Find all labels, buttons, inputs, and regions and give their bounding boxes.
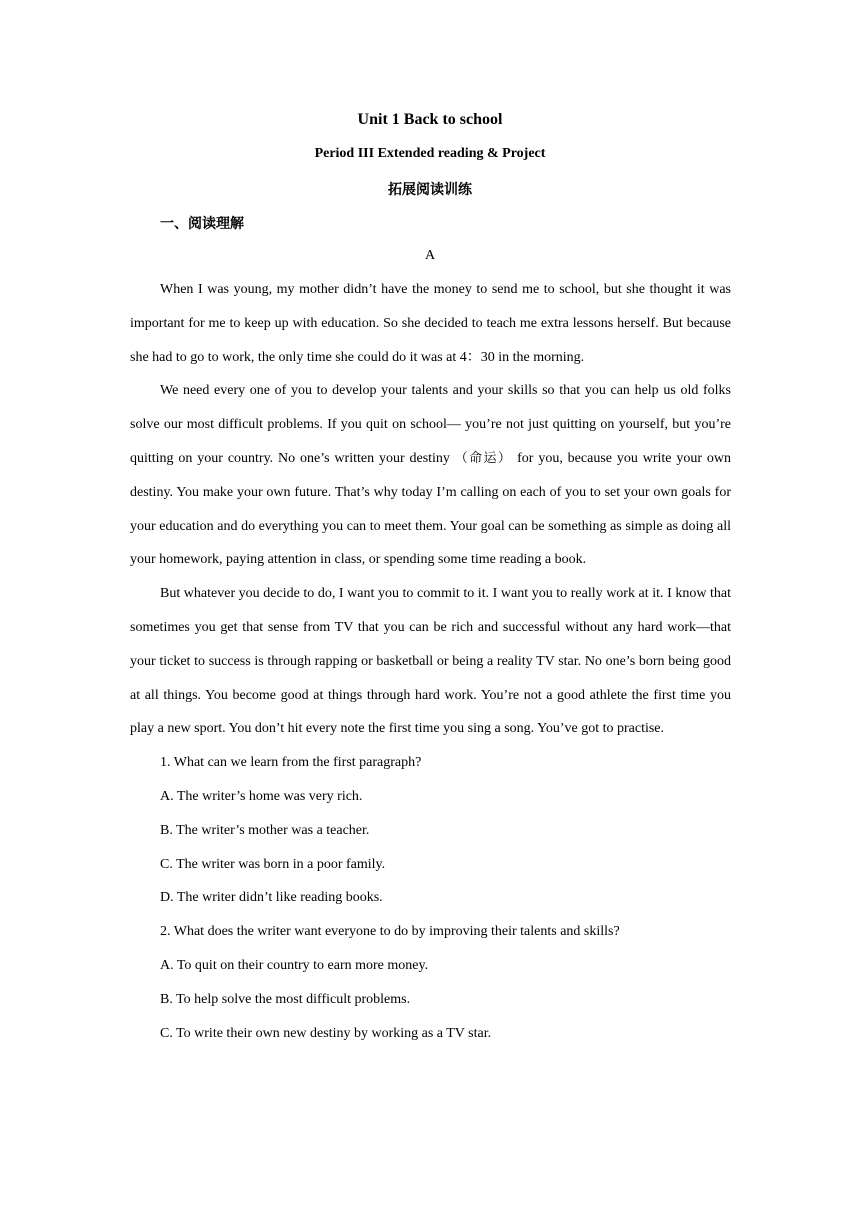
paragraph-3: But whatever you decide to do, I want you to commit to it. I want you to really work at it. I know that sometimes you get that sense from TV that you can be rich and successful without any hard work—that your ticket to success is through rapping or basketball or being a reality TV star. No one’s born being good at all things. You become good at things through hard work. You’re not a good athlete the first time you play a new sport. You don’t hit every note the first time you sing a song. You’ve got to practise. — [130, 586, 731, 737]
paragraph-2-text-after: for you, because you write your own destiny. You make your own future. That’s why today I’m calling on each of you to set your own goals for your education and do everything you can to meet them. Your goal can be something as simple as doing all your homework, paying attention in class, or spending some time reading a book. — [130, 450, 731, 568]
question-2-option-b: B. To help solve the most difficult problems. — [160, 991, 411, 1007]
question-2-option-c: C. To write their own new destiny by working as a TV star. — [160, 1025, 492, 1041]
question-2-stem: 2. What does the writer want everyone to do by improving their talents and skills? — [160, 924, 620, 940]
question-1-option-a: A. The writer’s home was very rich. — [160, 788, 363, 804]
passage-body — [130, 273, 731, 1050]
paragraph-1: When I was young, my mother didn’t have the money to send me to school, but she thought it was important for me to keep up with education. So she decided to teach me extra lessons herself. But because she had to go to work, the only time she could do it was at 4：30 in the morning. — [130, 282, 731, 365]
question-1-option-c: C. The writer was born in a poor family. — [160, 856, 386, 872]
question-1-stem: 1. What can we learn from the first paragraph? — [160, 755, 422, 771]
training-subtitle: 拓展阅读训练 — [388, 182, 472, 198]
destiny-gloss: （命运） — [454, 450, 513, 466]
question-2-option-a: A. To quit on their country to earn more money. — [160, 957, 429, 973]
question-1-option-b: B. The writer’s mother was a teacher. — [160, 822, 370, 838]
question-1-option-d: D. The writer didn’t like reading books. — [160, 890, 383, 906]
paragraph-2 — [130, 374, 731, 577]
passage-label: A — [424, 248, 436, 263]
unit-title: Unit 1 Back to school — [357, 111, 503, 128]
paragraph-2-text-before: We need every one of you to develop your talents and your skills so that you can help us old folks solve our most difficult problems. If you quit on school— you’re not just quitting on yourself, but you’re quitting on your country. No one’s written your destiny — [130, 383, 731, 466]
period-subtitle: Period III Extended reading & Project — [314, 146, 546, 161]
section-heading: 一、阅读理解 — [160, 216, 244, 232]
